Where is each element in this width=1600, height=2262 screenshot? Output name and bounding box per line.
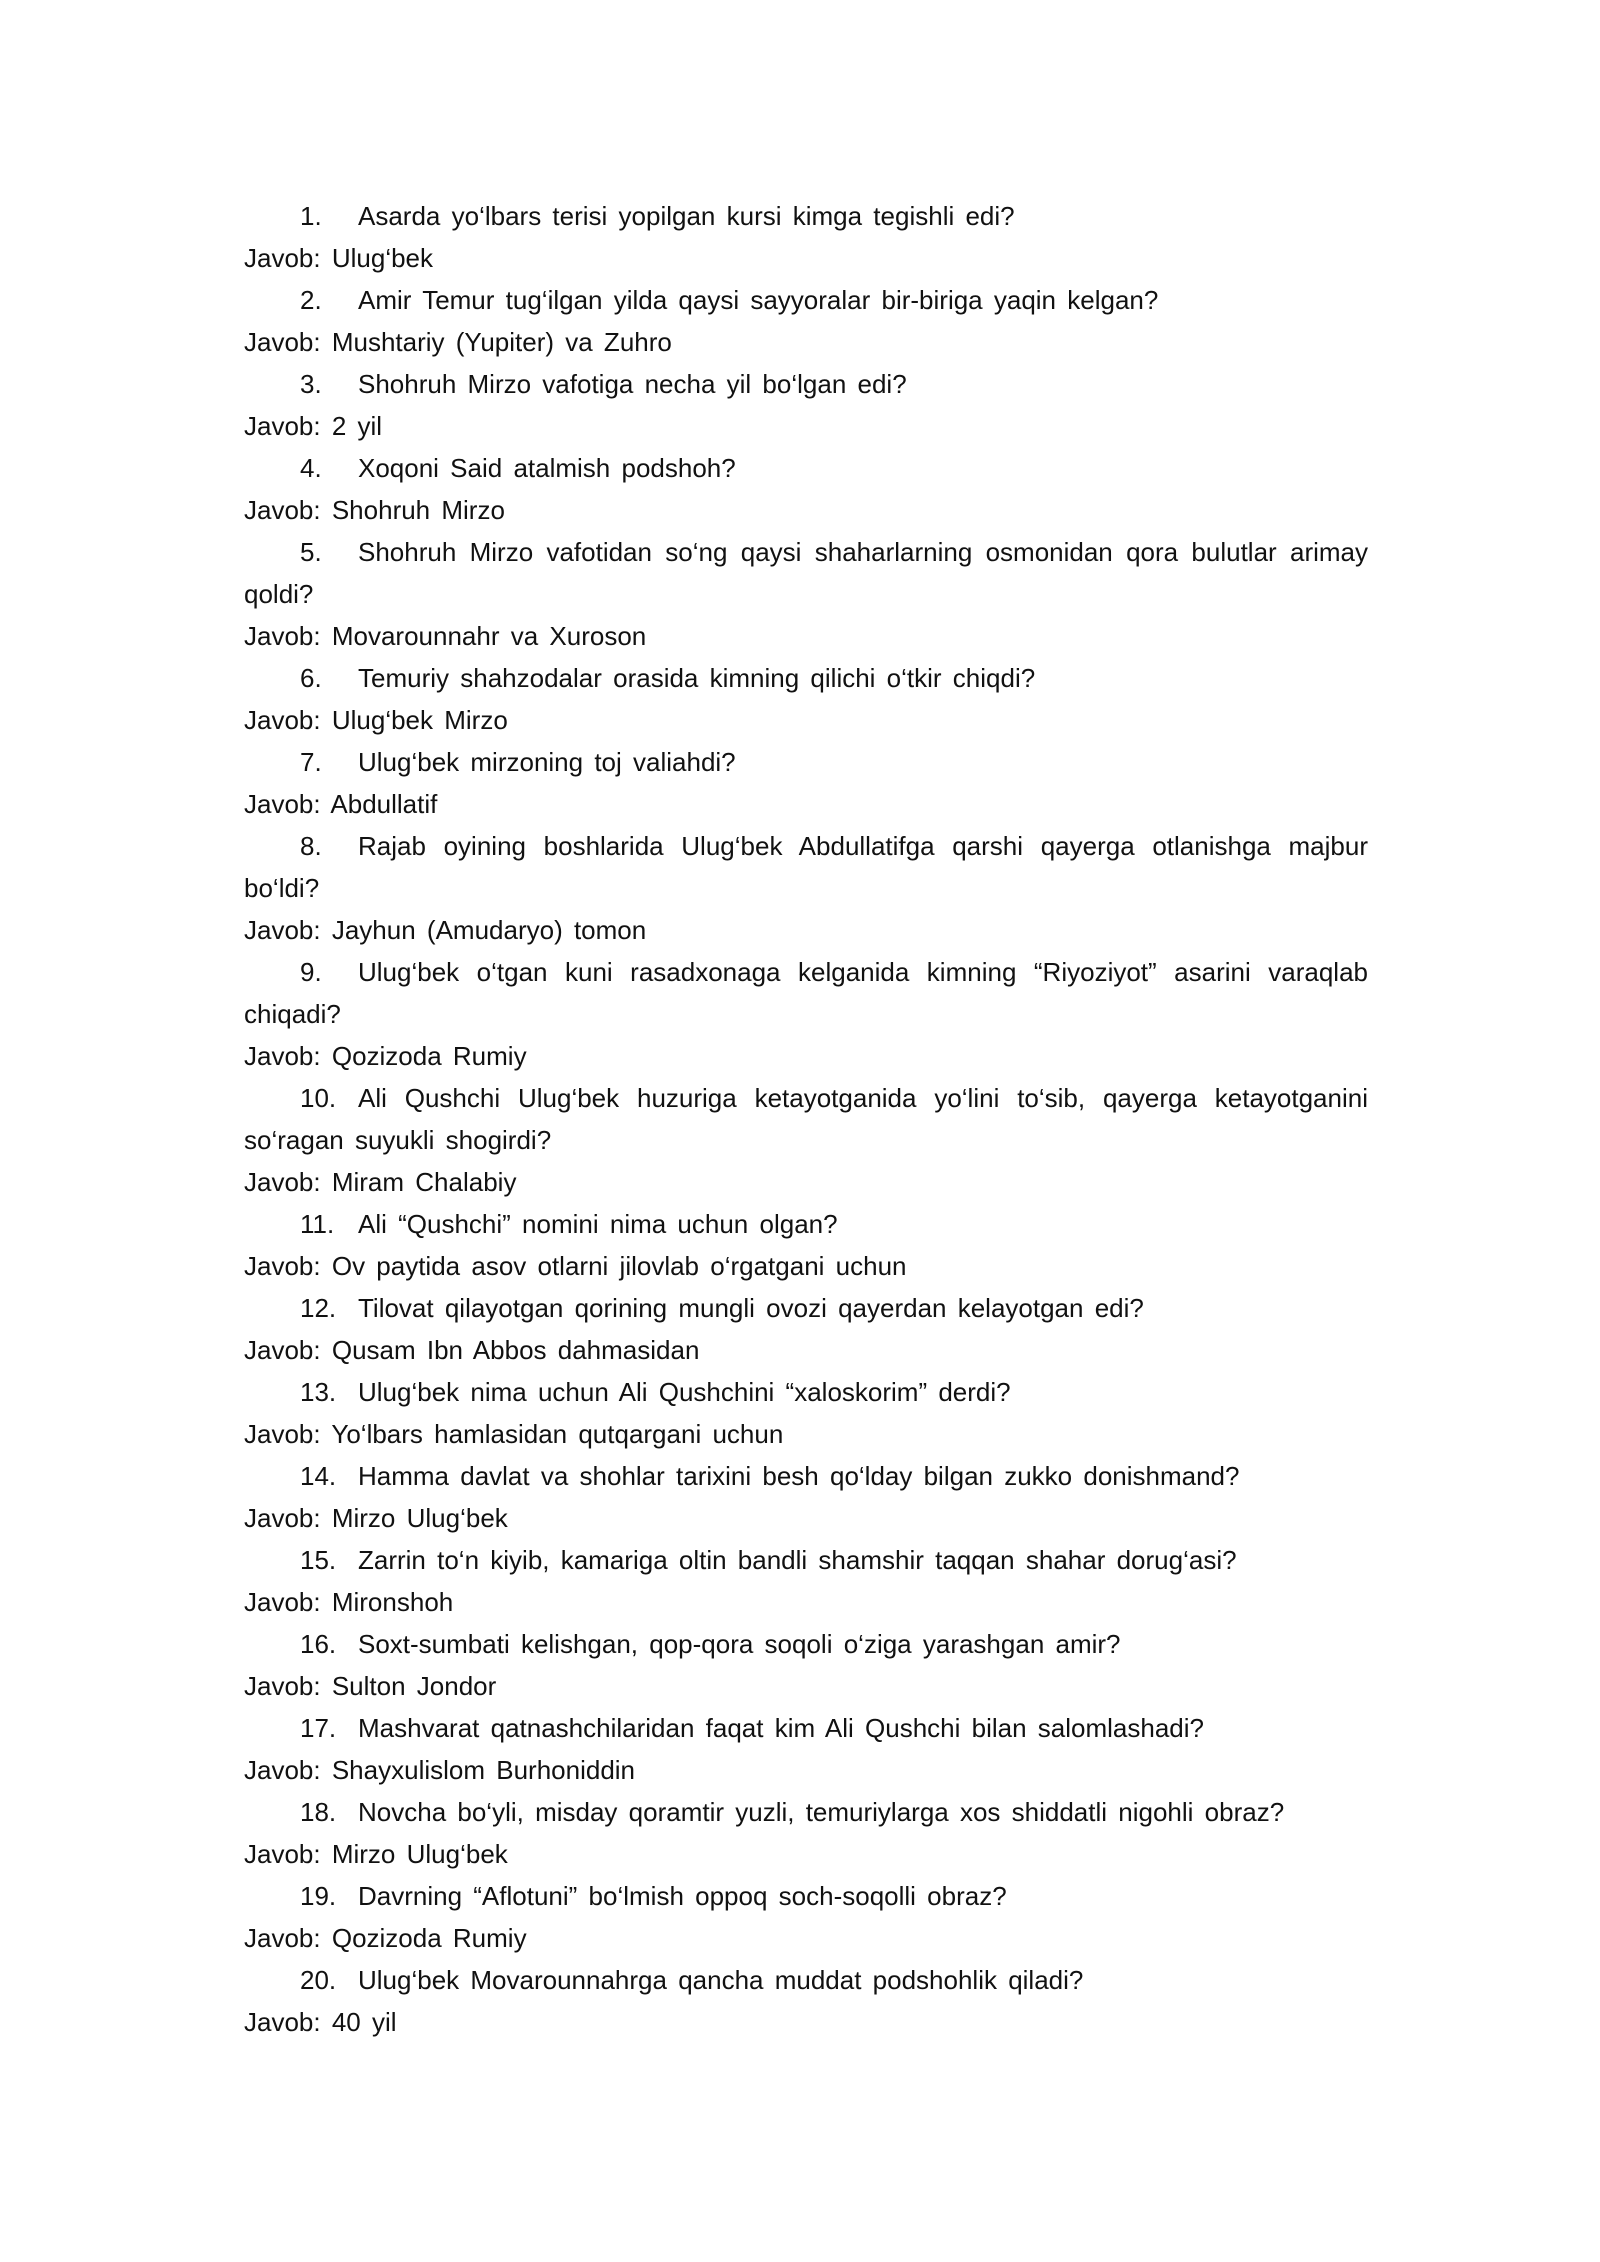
question-number: 14. <box>300 1461 337 1491</box>
question-number: 15. <box>300 1545 337 1575</box>
answer-text: Shohruh Mirzo <box>331 495 505 525</box>
answer-text: Yo‘lbars hamlasidan qutqargani uchun <box>331 1419 784 1449</box>
question-number: 2. <box>300 285 322 315</box>
question-text: Tilovat qilayotgan qorining mungli ovozi qayerdan kelayotgan edi? <box>358 1293 1144 1323</box>
question-text: Hamma davlat va shohlar tarixini besh qo‘lday bilgan zukko donishmand? <box>358 1461 1240 1491</box>
question-text: Davrning “Aflotuni” bo‘lmish oppoq soch-soqolli obraz? <box>358 1881 1007 1911</box>
question-text: Ali Qushchi Ulug‘bek huzuriga ketayotganida yo‘lini to‘sib, qayerga ketayotganini so‘ragan suyukli shogirdi? <box>244 1083 1368 1155</box>
question-number: 10. <box>300 1083 337 1113</box>
question-text: Mashvarat qatnashchilaridan faqat kim Ali Qushchi bilan salomlashadi? <box>358 1713 1204 1743</box>
question-3 <box>244 363 1368 405</box>
answer-prefix: Javob: <box>244 1671 321 1701</box>
answer-text: Mushtariy (Yupiter) va Zuhro <box>331 327 672 357</box>
answer-6 <box>244 699 1368 741</box>
answer-1 <box>244 237 1368 279</box>
answer-17 <box>244 1749 1368 1791</box>
question-number: 13. <box>300 1377 337 1407</box>
question-19 <box>244 1875 1368 1917</box>
question-number: 3. <box>300 369 322 399</box>
question-text: Asarda yo‘lbars terisi yopilgan kursi kimga tegishli edi? <box>358 201 1015 231</box>
answer-prefix: Javob: <box>244 1167 321 1197</box>
question-2 <box>244 279 1368 321</box>
question-text: Ulug‘bek nima uchun Ali Qushchini “xaloskorim” derdi? <box>358 1377 1011 1407</box>
answer-text: Ulug‘bek Mirzo <box>331 705 508 735</box>
answer-prefix: Javob: <box>244 1839 321 1869</box>
question-number: 5. <box>300 537 322 567</box>
question-number: 17. <box>300 1713 337 1743</box>
question-number: 11. <box>300 1209 335 1239</box>
answer-prefix: Javob: <box>244 2007 321 2037</box>
answer-text: Mironshoh <box>331 1587 454 1617</box>
question-12 <box>244 1287 1368 1329</box>
answer-3 <box>244 405 1368 447</box>
answer-prefix: Javob: <box>244 789 321 819</box>
question-number: 7. <box>300 747 322 777</box>
question-1 <box>244 195 1368 237</box>
answer-prefix: Javob: <box>244 1923 321 1953</box>
answer-15 <box>244 1581 1368 1623</box>
question-9 <box>244 951 1368 1035</box>
answer-14 <box>244 1497 1368 1539</box>
answer-text: Miram Chalabiy <box>331 1167 517 1197</box>
answer-text: Mirzo Ulug‘bek <box>331 1839 508 1869</box>
question-number: 12. <box>300 1293 337 1323</box>
answer-7 <box>244 783 1368 825</box>
question-number: 1. <box>300 201 322 231</box>
question-11 <box>244 1203 1368 1245</box>
question-13 <box>244 1371 1368 1413</box>
question-text: Ali “Qushchi” nomini nima uchun olgan? <box>358 1209 838 1239</box>
answer-text: Mirzo Ulug‘bek <box>331 1503 508 1533</box>
question-number: 18. <box>300 1797 337 1827</box>
answer-prefix: Javob: <box>244 1503 321 1533</box>
answer-prefix: Javob: <box>244 705 321 735</box>
answer-text: Qozizoda Rumiy <box>331 1041 527 1071</box>
question-number: 9. <box>300 957 322 987</box>
answer-prefix: Javob: <box>244 1335 321 1365</box>
question-text: Amir Temur tug‘ilgan yilda qaysi sayyoralar bir-biriga yaqin kelgan? <box>358 285 1159 315</box>
answer-text: 2 yil <box>331 411 383 441</box>
answer-text: Shayxulislom Burhoniddin <box>331 1755 636 1785</box>
answer-prefix: Javob: <box>244 243 321 273</box>
answer-13 <box>244 1413 1368 1455</box>
question-15 <box>244 1539 1368 1581</box>
answer-prefix: Javob: <box>244 495 321 525</box>
question-17 <box>244 1707 1368 1749</box>
answer-8 <box>244 909 1368 951</box>
answer-10 <box>244 1161 1368 1203</box>
question-6 <box>244 657 1368 699</box>
question-text: Zarrin to‘n kiyib, kamariga oltin bandli shamshir taqqan shahar dorug‘asi? <box>358 1545 1237 1575</box>
answer-prefix: Javob: <box>244 1587 321 1617</box>
answer-2 <box>244 321 1368 363</box>
answer-text: Ov paytida asov otlarni jilovlab o‘rgatgani uchun <box>331 1251 907 1281</box>
answer-text: Ulug‘bek <box>331 243 434 273</box>
question-18 <box>244 1791 1368 1833</box>
answer-text: Qusam Ibn Abbos dahmasidan <box>331 1335 700 1365</box>
question-7 <box>244 741 1368 783</box>
question-number: 6. <box>300 663 322 693</box>
question-text: Shohruh Mirzo vafotidan so‘ng qaysi shaharlarning osmonidan qora bulutlar arimay qoldi? <box>244 537 1368 609</box>
answer-prefix: Javob: <box>244 621 321 651</box>
answer-text: Abdullatif <box>330 789 438 819</box>
answer-18 <box>244 1833 1368 1875</box>
answer-prefix: Javob: <box>244 1251 321 1281</box>
answer-prefix: Javob: <box>244 1041 321 1071</box>
question-text: Temuriy shahzodalar orasida kimning qilichi o‘tkir chiqdi? <box>358 663 1036 693</box>
answer-text: Sulton Jondor <box>331 1671 497 1701</box>
answer-11 <box>244 1245 1368 1287</box>
answer-5 <box>244 615 1368 657</box>
question-number: 19. <box>300 1881 337 1911</box>
answer-12 <box>244 1329 1368 1371</box>
answer-20 <box>244 2001 1368 2043</box>
answer-prefix: Javob: <box>244 1419 321 1449</box>
answer-9 <box>244 1035 1368 1077</box>
answer-prefix: Javob: <box>244 411 321 441</box>
document-page <box>244 195 1368 2043</box>
question-text: Ulug‘bek o‘tgan kuni rasadxonaga kelganida kimning “Riyoziyot” asarini varaqlab chiqadi? <box>244 957 1368 1029</box>
answer-16 <box>244 1665 1368 1707</box>
answer-text: Qozizoda Rumiy <box>331 1923 527 1953</box>
question-text: Rajab oyining boshlarida Ulug‘bek Abdullatifga qarshi qayerga otlanishga majbur bo‘ldi? <box>244 831 1368 903</box>
answer-text: Jayhun (Amudaryo) tomon <box>331 915 647 945</box>
question-4 <box>244 447 1368 489</box>
question-8 <box>244 825 1368 909</box>
question-number: 8. <box>300 831 322 861</box>
question-number: 16. <box>300 1629 337 1659</box>
question-16 <box>244 1623 1368 1665</box>
question-text: Novcha bo‘yli, misday qoramtir yuzli, temuriylarga xos shiddatli nigohli obraz? <box>358 1797 1285 1827</box>
answer-prefix: Javob: <box>244 1755 321 1785</box>
answer-4 <box>244 489 1368 531</box>
answer-prefix: Javob: <box>244 327 321 357</box>
question-14 <box>244 1455 1368 1497</box>
question-5 <box>244 531 1368 615</box>
question-text: Shohruh Mirzo vafotiga necha yil bo‘lgan edi? <box>358 369 907 399</box>
question-text: Ulug‘bek mirzoning toj valiahdi? <box>358 747 736 777</box>
answer-text: Movarounnahr va Xuroson <box>331 621 647 651</box>
question-text: Xoqoni Said atalmish podshoh? <box>358 453 736 483</box>
question-text: Ulug‘bek Movarounnahrga qancha muddat podshohlik qiladi? <box>358 1965 1084 1995</box>
answer-19 <box>244 1917 1368 1959</box>
question-text: Soxt-sumbati kelishgan, qop-qora soqoli o‘ziga yarashgan amir? <box>358 1629 1121 1659</box>
question-20 <box>244 1959 1368 2001</box>
question-number: 4. <box>300 453 322 483</box>
question-10 <box>244 1077 1368 1161</box>
question-number: 20. <box>300 1965 337 1995</box>
answer-text: 40 yil <box>331 2007 397 2037</box>
answer-prefix: Javob: <box>244 915 321 945</box>
